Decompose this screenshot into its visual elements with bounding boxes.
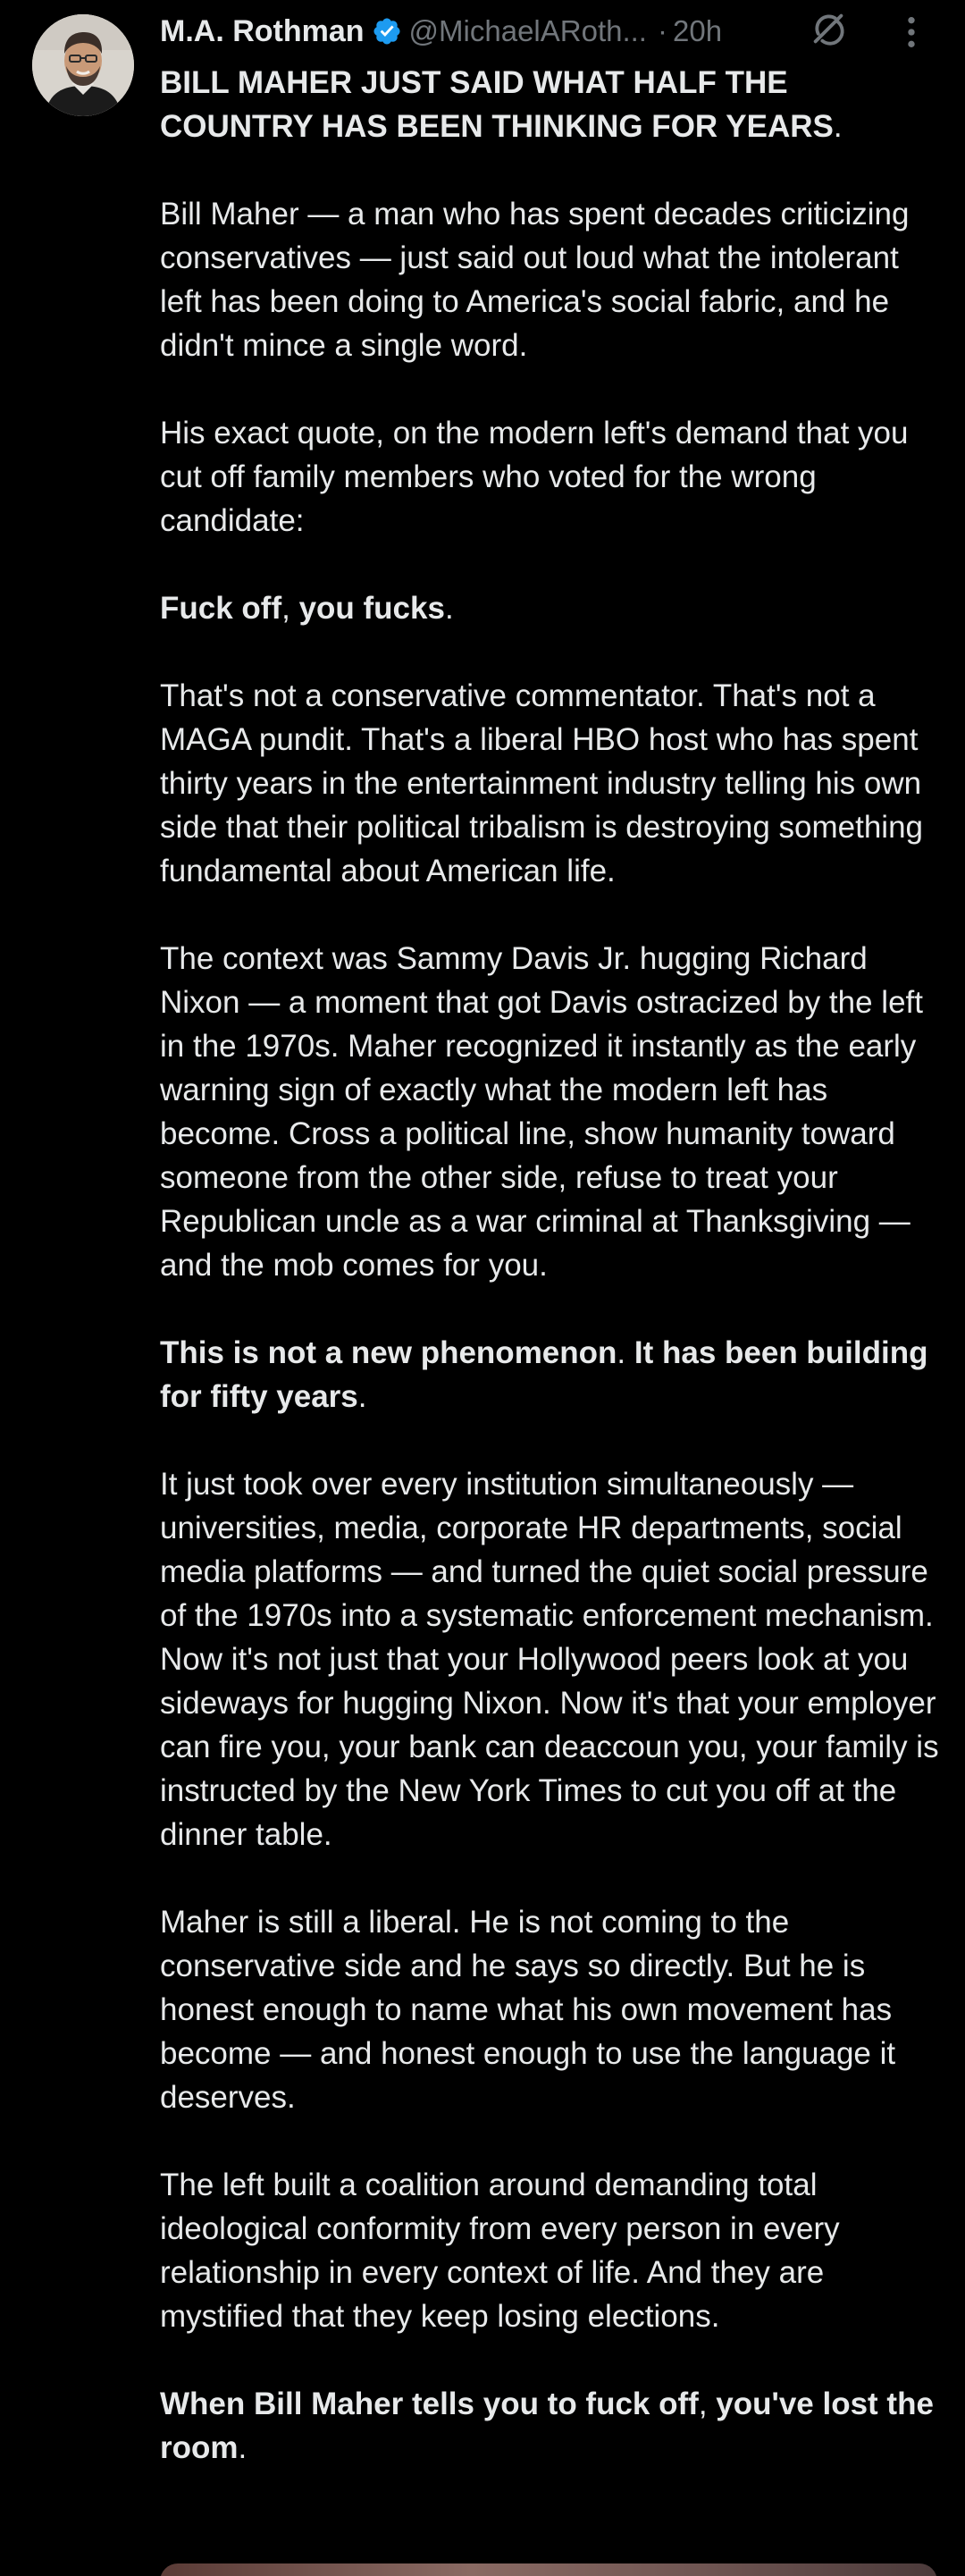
post-media-preview[interactable]: [160, 2563, 937, 2576]
post-final-paragraph: When Bill Maher tells you to fuck off, you've lost the room.: [160, 2387, 934, 2465]
post-paragraph-7: It just took over every institution simultaneously — universities, media, corporate HR departments, social media platforms — and turned the quiet social pressure of the 1970s into a systematic enforcement mechanism. Now it's not just that your Hollywood peers look at you sideways for hugging Nixon. Now it's that your employer can fire you, your bank can deaccoun you, your family is instructed by the New York Times to cut you off at the dinner table.: [160, 1467, 939, 1852]
post-bold-paragraph-2: This is not a new phenomenon. It has been building for fifty years.: [160, 1335, 928, 1414]
post-bold-2-part-1: This is not a new phenomenon: [160, 1335, 617, 1370]
post-paragraph-2: His exact quote, on the modern left's demand that you cut off family members who voted for the wrong candidate:: [160, 416, 909, 538]
post-headline: BILL MAHER JUST SAID WHAT HALF THE COUNTRY HAS BEEN THINKING FOR YEARS: [160, 65, 834, 144]
avatar-image: [32, 14, 134, 116]
post-paragraph-4: That's not a conservative commentator. That's not a MAGA pundit. That's a liberal HBO host who has spent thirty years in the entertainment industry telling his own side that their political tribalism is destroying something fundamental about American life.: [160, 678, 923, 888]
post-quote-paragraph: Fuck off, you fucks.: [160, 591, 454, 626]
post-paragraph-1: Bill Maher — a man who has spent decades criticizing conservatives — just said out loud what the intolerant left has been doing to America's social fabric, and he didn't mince a single word.: [160, 197, 910, 363]
grok-icon[interactable]: [809, 9, 850, 50]
post-headline-paragraph: BILL MAHER JUST SAID WHAT HALF THE COUNTRY HAS BEEN THINKING FOR YEARS.: [160, 65, 843, 144]
author-avatar[interactable]: [32, 14, 134, 116]
separator-dot: ·: [657, 14, 667, 47]
post-timestamp[interactable]: 20h: [672, 14, 723, 47]
post-quote-part-1: Fuck off: [160, 591, 282, 626]
post-final-part-2: you've lost the room: [160, 2387, 934, 2465]
post-quote-part-2: you fucks: [298, 591, 445, 626]
post-paragraph-9: The left built a coalition around demanding total ideological conformity from every person in every relationship in every context of life. And they are mystified that they keep losing elections.: [160, 2168, 840, 2334]
tweet-text: [160, 61, 946, 2470]
post-final-part-1: When Bill Maher tells you to fuck off: [160, 2387, 699, 2421]
verified-badge-icon[interactable]: [372, 16, 402, 46]
post-paragraph-5: The context was Sammy Davis Jr. hugging Richard Nixon — a moment that got Davis ostracized by the left in the 1970s. Maher recognized it instantly as the early warning sign of exactly what the modern left has become. Cross a political line, show humanity toward someone from the other side, refuse to treat your Republican uncle as a war criminal at Thanksgiving — and the mob comes for you.: [160, 941, 923, 1283]
post-paragraph-8: Maher is still a liberal. He is not coming to the conservative side and he says so directly. But he is honest enough to name what his own movement has become — and honest enough to use the language it deserves.: [160, 1905, 896, 2115]
post-bold-2-part-2: It has been building for fifty years: [160, 1335, 928, 1414]
author-handle[interactable]: @MichaelARoth...: [408, 14, 647, 47]
more-vertical-icon[interactable]: [894, 13, 929, 52]
author-display-name[interactable]: M.A. Rothman: [160, 13, 365, 48]
